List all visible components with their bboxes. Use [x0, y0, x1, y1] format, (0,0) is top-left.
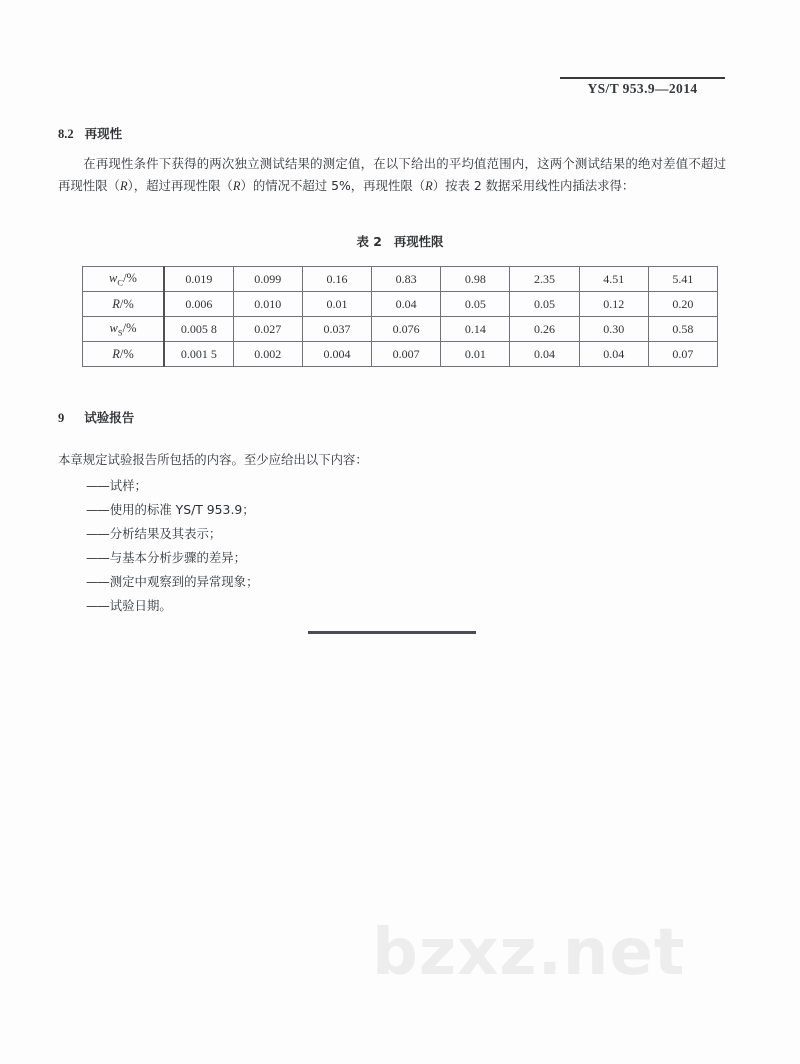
paragraph-text-part-3: ）的情况不超过 5%，再现性限（ [240, 178, 426, 193]
table-cell: 0.005 8 [164, 317, 233, 342]
paragraph-text-part-4: ）按表 2 数据采用线性内插法求得： [432, 178, 635, 193]
dash-marker: —— [86, 526, 109, 541]
table-cell: 0.01 [302, 292, 371, 317]
list-item-label: 使用的标准 YS/T 953.9； [109, 502, 255, 517]
paragraph-text-part-1: 在再现性条件下获得的两次独立测试结果的测定值，在以下给出的平均值范围内，这两个测试结果的绝对差值不超过再现性限（ [58, 156, 726, 193]
table-cell: 4.51 [579, 267, 648, 292]
table-caption-label: 表 2 [356, 234, 382, 249]
table-cell: 0.037 [302, 317, 371, 342]
row-label-symbol: R [112, 296, 120, 311]
list-item [86, 474, 258, 498]
section-title-8-2: 再现性 [84, 126, 123, 141]
table-cell: 0.04 [510, 342, 579, 367]
list-item [86, 570, 258, 594]
table-cell: 0.14 [441, 317, 510, 342]
list-item [86, 498, 258, 522]
header-rule [560, 77, 725, 79]
row-label-r-1 [83, 292, 165, 317]
table-cell: 0.010 [233, 292, 302, 317]
table-cell: 0.019 [164, 267, 233, 292]
end-of-document-rule [308, 631, 476, 634]
row-label-symbol: w [109, 270, 118, 285]
table-cell: 0.076 [372, 317, 441, 342]
row-label-symbol: R [112, 346, 120, 361]
table-row [83, 317, 718, 342]
dash-marker: —— [86, 478, 109, 493]
table-cell: 0.16 [302, 267, 371, 292]
table-cell: 0.001 5 [164, 342, 233, 367]
section-title-9: 试验报告 [84, 410, 135, 425]
table-row [83, 292, 718, 317]
section-number-8-2: 8.2 [58, 127, 74, 141]
table-cell: 0.30 [579, 317, 648, 342]
section-heading-8-2 [58, 124, 122, 142]
dash-marker: —— [86, 598, 109, 613]
table-cell: 0.04 [372, 292, 441, 317]
table-caption-title: 再现性限 [393, 234, 444, 249]
list-item [86, 594, 258, 618]
list-item-label: 试样； [109, 478, 147, 493]
table-cell: 0.98 [441, 267, 510, 292]
report-content-list [86, 474, 258, 618]
row-label-wc [83, 267, 165, 292]
table-cell: 0.002 [233, 342, 302, 367]
table-cell: 0.007 [372, 342, 441, 367]
symbol-R-2: R [232, 179, 241, 193]
reproducibility-table-wrapper [82, 266, 718, 367]
table-cell: 0.12 [579, 292, 648, 317]
table-caption [0, 232, 800, 250]
table-cell: 0.01 [441, 342, 510, 367]
row-label-subscript: C [117, 277, 124, 288]
list-item-label: 测定中观察到的异常现象； [109, 574, 259, 589]
table-cell: 0.027 [233, 317, 302, 342]
site-watermark: bzxz.net [372, 916, 686, 990]
list-item-label: 分析结果及其表示； [109, 526, 222, 541]
section-number-9: 9 [58, 411, 65, 425]
paragraph-text-part-2: ），超过再现性限（ [127, 178, 233, 193]
section-9-intro: 本章规定试验报告所包括的内容。至少应给出以下内容： [58, 452, 368, 467]
table-cell: 0.58 [648, 317, 717, 342]
table-cell: 0.099 [233, 267, 302, 292]
table-cell: 0.05 [510, 292, 579, 317]
table-cell: 0.83 [372, 267, 441, 292]
row-label-subscript: S [117, 327, 123, 338]
section-heading-9 [58, 408, 134, 426]
dash-marker: —— [86, 574, 109, 589]
table-cell: 0.07 [648, 342, 717, 367]
table-row [83, 342, 718, 367]
row-label-symbol: w [109, 320, 118, 335]
table-cell: 0.04 [579, 342, 648, 367]
row-label-unit: /% [119, 296, 134, 311]
symbol-R-1: R [119, 179, 128, 193]
list-item [86, 522, 258, 546]
standard-code-header: YS/T 953.9—2014 [587, 81, 698, 96]
row-label-unit: /% [123, 270, 137, 285]
section-8-2-paragraph [58, 153, 726, 197]
table-cell: 2.35 [510, 267, 579, 292]
symbol-R-3: R [425, 179, 433, 193]
list-item [86, 546, 258, 570]
reproducibility-table [82, 266, 718, 367]
dash-marker: —— [86, 502, 109, 517]
table-cell: 0.20 [648, 292, 717, 317]
table-body [83, 267, 718, 367]
table-cell: 0.006 [164, 292, 233, 317]
table-cell: 0.004 [302, 342, 371, 367]
list-item-label: 与基本分析步骤的差异； [109, 550, 247, 565]
table-cell: 5.41 [648, 267, 717, 292]
table-cell: 0.05 [441, 292, 510, 317]
table-row [83, 267, 718, 292]
row-label-unit: /% [122, 320, 137, 335]
list-item-label: 试验日期。 [109, 598, 172, 613]
row-label-unit: /% [119, 346, 134, 361]
table-cell: 0.26 [510, 317, 579, 342]
row-label-r-2 [83, 342, 165, 367]
dash-marker: —— [86, 550, 109, 565]
row-label-ws [83, 317, 165, 342]
